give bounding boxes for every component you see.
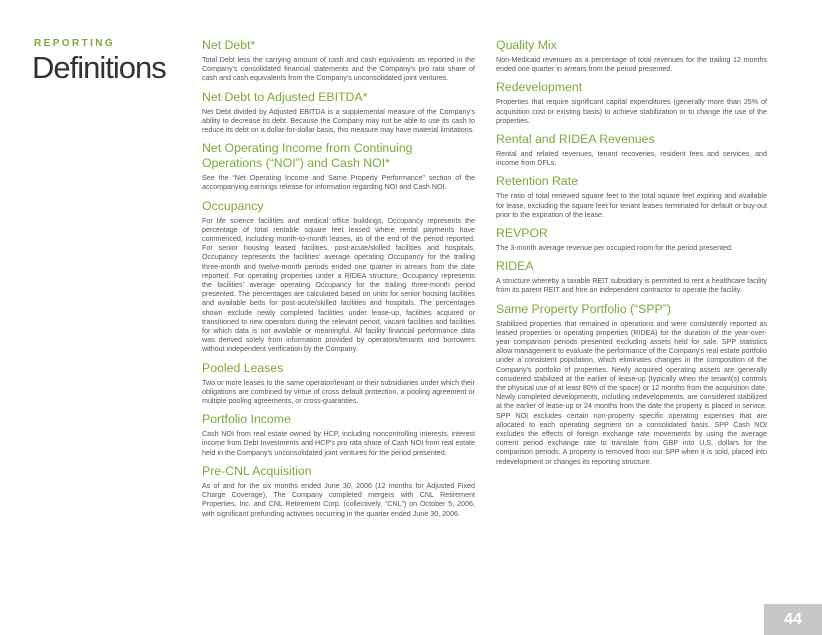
definition-text: The 3-month average revenue per occupied room for the period presented. xyxy=(496,244,733,253)
definition-term: REVPOR xyxy=(496,226,548,241)
definition-redevelopment xyxy=(496,80,767,126)
definition-text: Non-Medicaid revenues as a percentage of total revenues for the trailing 12 months ended one quarter in arrears from the period presented. xyxy=(496,56,767,74)
definition-text: The ratio of total renewed square feet to the total square feet expiring and available for lease, excluding the square feet for tenant leases terminated for default or buy-out prior to the expiration of the lease. xyxy=(496,192,767,219)
definition-text: Cash NOI from real estate owned by HCP, including noncontrolling interests, interest income from Debt Investments and HCP's pro rata share of Cash NOI from real estate held in the Company's unconsolidated joint ventures for the period presented. xyxy=(202,430,475,457)
definition-text: See the “Net Operating Income and Same Property Performance” section of the accompanying earnings release for information regarding NOI and Cash NOI. xyxy=(202,174,475,192)
definition-text: Rental and related revenues, tenant recoveries, resident fees and services, and income from DFLs. xyxy=(496,150,767,168)
definition-same-property-portfolio-spp xyxy=(496,302,767,467)
definition-term: RIDEA xyxy=(496,259,534,274)
definition-text: A structure whereby a taxable REIT subsidiary is permitted to rent a healthcare facility from its parent REIT and hire an independent contractor to operate the facility. xyxy=(496,277,767,295)
definition-portfolio-income xyxy=(202,412,475,458)
definition-text: For life science facilities and medical office buildings, Occupancy represents the percentage of total rentable square feet leased where rental payments have commenced, including month-to-month leases, as of the end of the period reported. For senior housing leased facilities, post-acute/skilled facilities and hospitals, Occupancy represents the facilities' average operating Occupancy for the trailing three-month and twelve-month periods ended one quarter in arrears from the date reported. For operating properties under a RIDEA structure, Occupancy represents the facilities' average operating Occupancy for the trailing three-month period presented. The percentages are calculated based on units for senior housing facilities and available beds for post-acute/skilled facilities and hospitals. The percentages shown exclude newly completed facilities under lease-up, facilities acquired or transitioned to new operators during the relevant period, vacant facilities and facilities for which data is not available or meaningful. All facility financial performance data was derived solely from information provided by operators/tenants and borrowers without independent verification by the Company. xyxy=(202,216,475,354)
definition-rental-and-ridea-revenues xyxy=(496,132,767,168)
definitions-column-2 xyxy=(496,38,767,473)
definitions-column-1 xyxy=(202,38,475,525)
section-kicker: REPORTING xyxy=(34,38,116,49)
definition-pre-cnl-acquisition xyxy=(202,464,475,519)
page-header xyxy=(32,38,166,85)
definition-term: Same Property Portfolio (“SPP”) xyxy=(496,301,671,316)
definition-text: As of and for the six months ended June 30, 2006 (12 months for Adjusted Fixed Charge Coverage), The Company completed mergers with CNL Retirement Properties, Inc. and CNL Retirement Corp. (collectively, “CNL”) on October 5, 2006, with significant prefunding activities occurring in the quarter ended June 30, 2006. xyxy=(202,481,475,518)
definition-text: Total Debt less the carrying amount of cash and cash equivalents as reported in the Company's consolidated financial statements and the Company's pro rata share of cash and cash equivalents from the Company's unconsolidated joint ventures. xyxy=(202,56,475,83)
definition-text: Two or more leases to the same operator/tenant or their subsidiaries under which their obligations are combined by virtue of cross default protection, a pooling agreement or multiple pooling agreements, or cross-guaranties. xyxy=(202,378,475,406)
definition-text: Stabilized properties that remained in operations and were consistently reported as leased properties or operating properties (RIDEA) for the duration of the year-over-year comparison periods presented excluding assets held for sale. SPP statistics allow management to evaluate the performance of the Company's real estate portfolio under a consistent population, which eliminates changes in the composition of the Company's portfolio of properties. Newly acquired operating assets are generally considered stabilized at the earlier of lease-up (typically when the tenant(s) controls the physical use of at least 80% of the space) or 12 months from the acquisition date. Newly completed developments, including redevelopments, are considered stabilized at the earlier of lease-up or 24 months from the date the property is placed in service. SPP NOI excludes certain non-property specific operating expenses that are allocated to each operating segment on a consolidated basis. SPP Cash NOI excludes the effects of foreign exchange rate movements by using the average current period exchange rate to translate from GBP into U.S. dollars for the comparison periods. A property is removed from our SPP when it is sold, placed into redevelopment or changes its reporting structure. xyxy=(496,319,767,466)
definition-term: Retention Rate xyxy=(496,174,579,189)
definition-term: Occupancy xyxy=(202,198,264,213)
definition-net-operating-income-from-continuing-operations-noi-and-cash-noi xyxy=(202,141,475,192)
definition-ridea xyxy=(496,259,767,295)
definition-quality-mix xyxy=(496,38,767,74)
page-number: 44 xyxy=(764,604,822,635)
page-title: Definitions xyxy=(32,50,166,85)
definition-net-debt xyxy=(202,38,475,84)
definition-retention-rate xyxy=(496,174,767,220)
definition-term: Pooled Leases xyxy=(202,360,284,375)
definition-term: Net Debt* xyxy=(202,38,256,52)
definition-term: Rental and RIDEA Revenues xyxy=(496,132,655,147)
definition-term: Portfolio Income xyxy=(202,412,291,427)
definition-net-debt-to-adjusted-ebitda xyxy=(202,90,475,136)
definition-term: Redevelopment xyxy=(496,80,583,95)
definition-text: Net Debt divided by Adjusted EBITDA is a supplemental measure of the Company's ability to decrease its debt. Because the Company may not be able to use its cash to reduce its debt on a dollar-for-dollar basis, this measure may have material limitations. xyxy=(202,107,475,135)
definition-pooled-leases xyxy=(202,361,475,407)
definition-term: Net Operating Income from Continuing Operations (“NOI”) and Cash NOI* xyxy=(202,141,413,171)
definition-term: Quality Mix xyxy=(496,38,557,52)
definition-revpor xyxy=(496,226,767,253)
definition-text: Properties that require significant capital expenditures (generally more than 25% of acquisition cost or existing basis) to achieve stabilization or to change the use of the properties. xyxy=(496,98,767,125)
definition-occupancy xyxy=(202,199,475,355)
definition-term: Net Debt to Adjusted EBITDA* xyxy=(202,89,368,104)
definition-term: Pre-CNL Acquisition xyxy=(202,463,312,478)
